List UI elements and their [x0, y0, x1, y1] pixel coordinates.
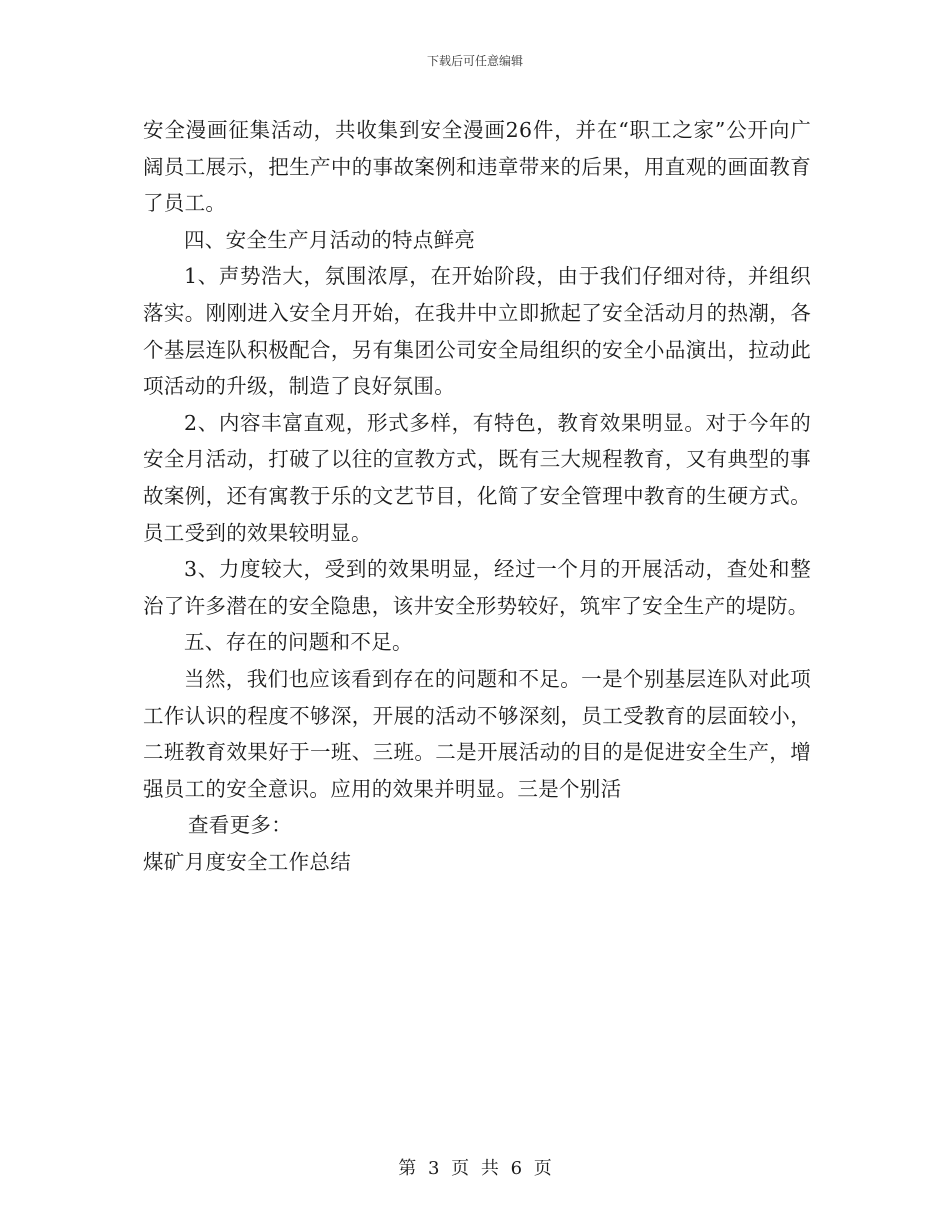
- paragraph-point-1: 1、声势浩大，氛围浓厚，在开始阶段，由于我们仔细对待，并组织落实。刚刚进入安全月开始，在我井中立即掀起了安全活动月的热潮，各个基层连队积极配合，另有集团公司安全局组织的安全小品演出，拉动此项活动的升级，制造了良好氛围。: [143, 264, 811, 399]
- paragraph-continuation: 安全漫画征集活动，共收集到安全漫画26件，并在“职工之家”公开向广阔员工展示，把生产中的事故案例和违章带来的后果，用直观的画面教育了员工。: [143, 118, 811, 216]
- page-header: 下载后可任意编辑: [426, 54, 523, 68]
- document-body: [143, 112, 811, 880]
- section-heading-5: 五、存在的问题和不足。: [184, 630, 413, 655]
- paragraph-point-2: 2、内容丰富直观，形式多样，有特色，教育效果明显。对于今年的安全月活动，打破了以往的宣教方式，既有三大规程教育，又有典型的事故案例，还有寓教于乐的文艺节目，化简了安全管理中教育的生硬方式。员工受到的效果较明显。: [143, 410, 811, 545]
- see-more-label: 查看更多：: [188, 813, 292, 838]
- section-heading-4: 四、安全生产月活动的特点鲜亮: [184, 227, 476, 252]
- paragraph-problems: 当然，我们也应该看到存在的问题和不足。一是个别基层连队对此项工作认识的程度不够深，开展的活动不够深刻，员工受教育的层面较小，二班教育效果好于一班、三班。二是开展活动的目的是促进安全生产，增强员工的安全意识。应用的效果并明显。三是个别活: [143, 666, 811, 801]
- page-footer: 第 3 页 共 6 页: [398, 1158, 552, 1179]
- paragraph-point-3: 3、力度较大，受到的效果明显，经过一个月的开展活动，查处和整治了许多潜在的安全隐患，该井安全形势较好，筑牢了安全生产的堤防。: [143, 557, 811, 618]
- related-article-link[interactable]: 煤矿月度安全工作总结: [143, 849, 351, 874]
